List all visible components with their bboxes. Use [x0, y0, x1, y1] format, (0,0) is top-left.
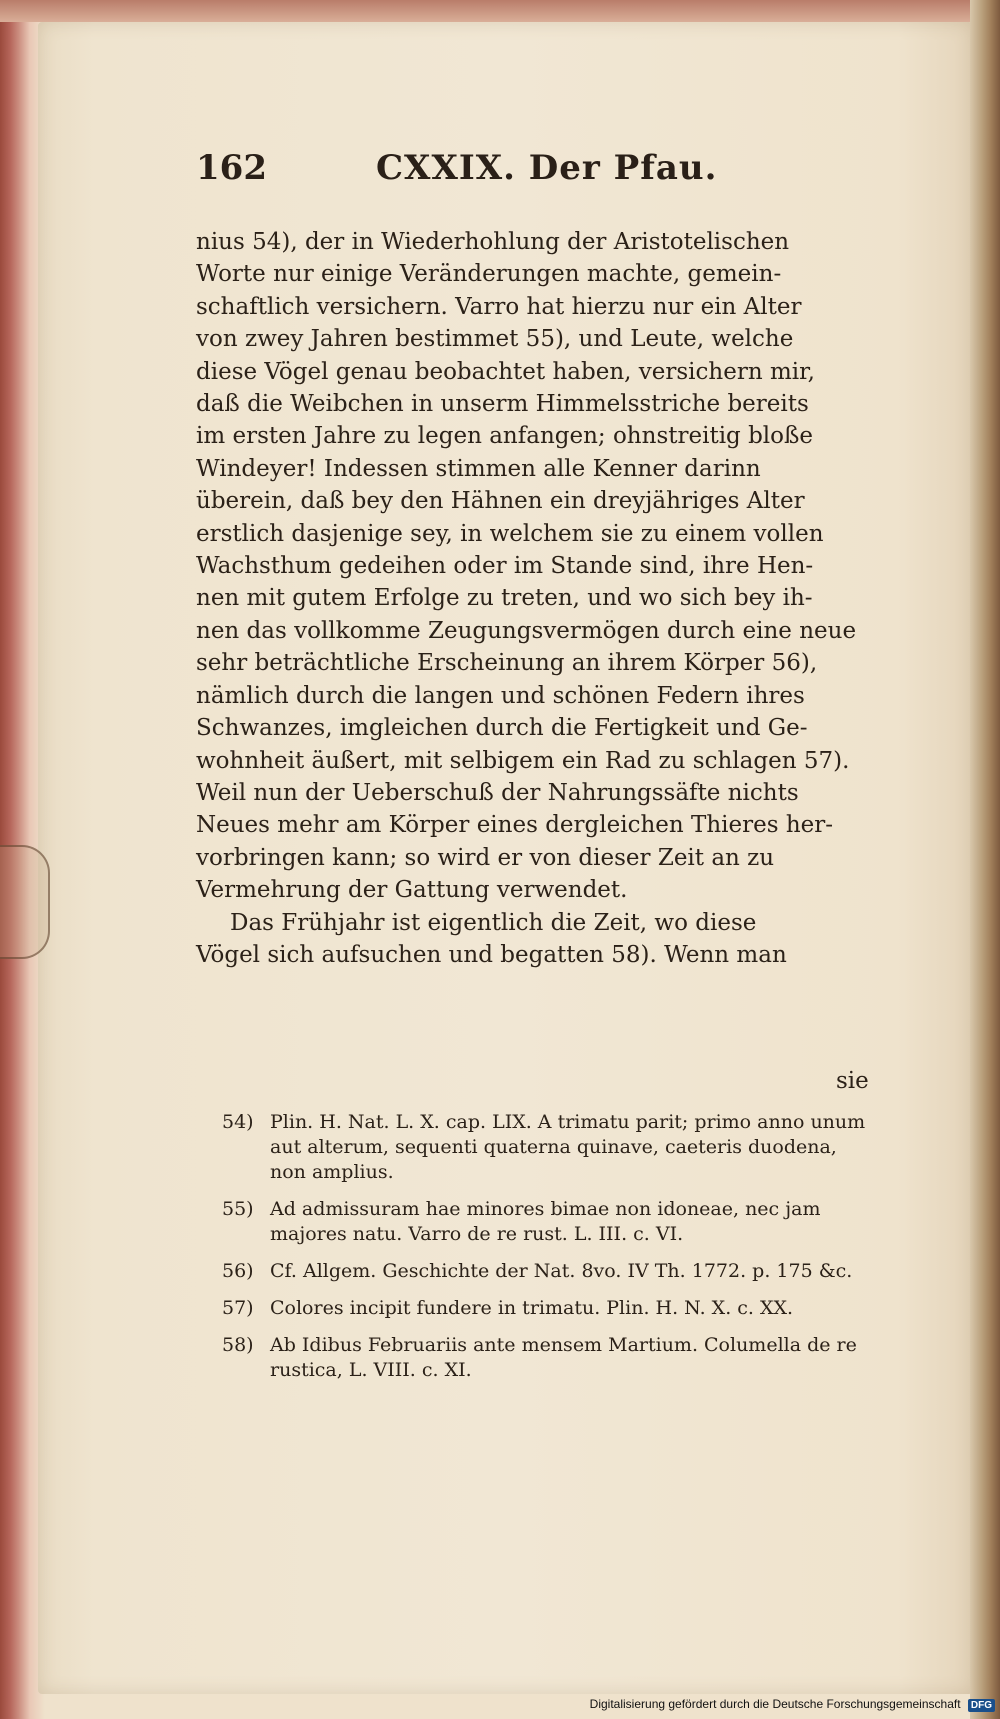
text-line: Wachsthum gedeihen oder im Stande sind, ihre Hen-: [196, 553, 814, 580]
page-header: [196, 148, 886, 202]
page-number: 162: [196, 148, 267, 188]
text-line: Das Frühjahr ist eigentlich die Zeit, wo diese: [230, 909, 757, 936]
text-line: nius 54), der in Wiederhohlung der Aristotelischen: [196, 229, 790, 255]
book-clasp-shadow: [0, 845, 50, 959]
text-line: diese Vögel genau beobachtet haben, versichern mir,: [196, 358, 815, 385]
footnote-text: Cf. Allgem. Geschichte der Nat. 8vo. IV Th. 1772. p. 175 &c.: [270, 1260, 853, 1282]
footnotes: [222, 1110, 872, 1395]
text-line: Weil nun der Ueberschuß der Nahrungssäfte nichts: [196, 779, 799, 806]
text-line: schaftlich versichern. Varro hat hierzu nur ein Alter: [196, 293, 802, 320]
text-line: erstlich dasjenige sey, in welchem sie zu einem vollen: [196, 520, 824, 547]
paragraph-1: [196, 226, 886, 907]
text-line: nämlich durch die langen und schönen Federn ihres: [196, 682, 805, 709]
text-line: Neues mehr am Körper eines dergleichen Thieres her-: [196, 812, 834, 839]
credit-text: Digitalisierung gefördert durch die Deutsche Forschungsgemeinschaft: [589, 1697, 961, 1711]
text-line: im ersten Jahre zu legen anfangen; ohnstreitig bloße: [196, 423, 813, 450]
text-line: sehr beträchtliche Erscheinung an ihrem Körper 56),: [196, 650, 818, 677]
book-top-edge: [0, 0, 1000, 22]
text-line: nen mit gutem Erfolge zu treten, und wo sich bey ih-: [196, 585, 813, 612]
footnote-number: 54): [222, 1111, 254, 1133]
footnote-number: 57): [222, 1297, 254, 1319]
text-line: Vögel sich aufsuchen und begatten 58). Wenn man: [196, 941, 787, 968]
text-line: nen das vollkomme Zeugungsvermögen durch eine neue: [196, 617, 857, 644]
footnote: [222, 1110, 872, 1185]
footnote-number: 56): [222, 1260, 254, 1282]
text-line: Windeyer! Indessen stimmen alle Kenner darinn: [196, 455, 761, 482]
footnote-text: Colores incipit fundere in trimatu. Plin. H. N. X. c. XX.: [270, 1297, 794, 1319]
footnote: [222, 1333, 872, 1383]
text-line: vorbringen kann; so wird er von dieser Zeit an zu: [196, 844, 775, 871]
footnote: [222, 1259, 872, 1284]
footnote-text: Plin. H. Nat. L. X. cap. LIX. A trimatu parit; primo anno unum aut alterum, sequenti quaterna quinave, caeteris duodena, non amplius.: [270, 1111, 866, 1183]
paragraph-2: [196, 907, 886, 972]
catchword: sie: [836, 1068, 869, 1094]
footnote-text: Ad admissuram hae minores bimae non idoneae, nec jam majores natu. Varro de re rust. L. III. c. VI.: [270, 1198, 821, 1245]
footnote: [222, 1296, 872, 1321]
page-edge-right: [970, 0, 1000, 1719]
text-line: Vermehrung der Gattung verwendet.: [196, 877, 628, 904]
text-line: Worte nur einige Veränderungen machte, gemein-: [196, 261, 782, 288]
footnote-number: 58): [222, 1334, 254, 1356]
digitization-credit: [565, 1697, 995, 1717]
footnote-text: Ab Idibus Februariis ante mensem Martium. Columella de re rustica, L. VIII. c. XI.: [270, 1334, 857, 1381]
text-line: überein, daß bey den Hähnen ein dreyjähriges Alter: [196, 488, 805, 515]
running-head: CXXIX. Der Pfau.: [376, 148, 718, 188]
text-line: Schwanzes, imgleichen durch die Fertigkeit und Ge-: [196, 715, 808, 742]
text-line: wohnheit äußert, mit selbigem ein Rad zu schlagen 57).: [196, 747, 850, 774]
text-line: von zwey Jahren bestimmet 55), und Leute, welche: [196, 326, 794, 353]
text-line: daß die Weibchen in unserm Himmelsstriche bereits: [196, 391, 809, 418]
footnote: [222, 1197, 872, 1247]
dfg-logo: DFG: [968, 1699, 995, 1712]
footnote-number: 55): [222, 1198, 254, 1220]
body-text: [196, 226, 886, 971]
